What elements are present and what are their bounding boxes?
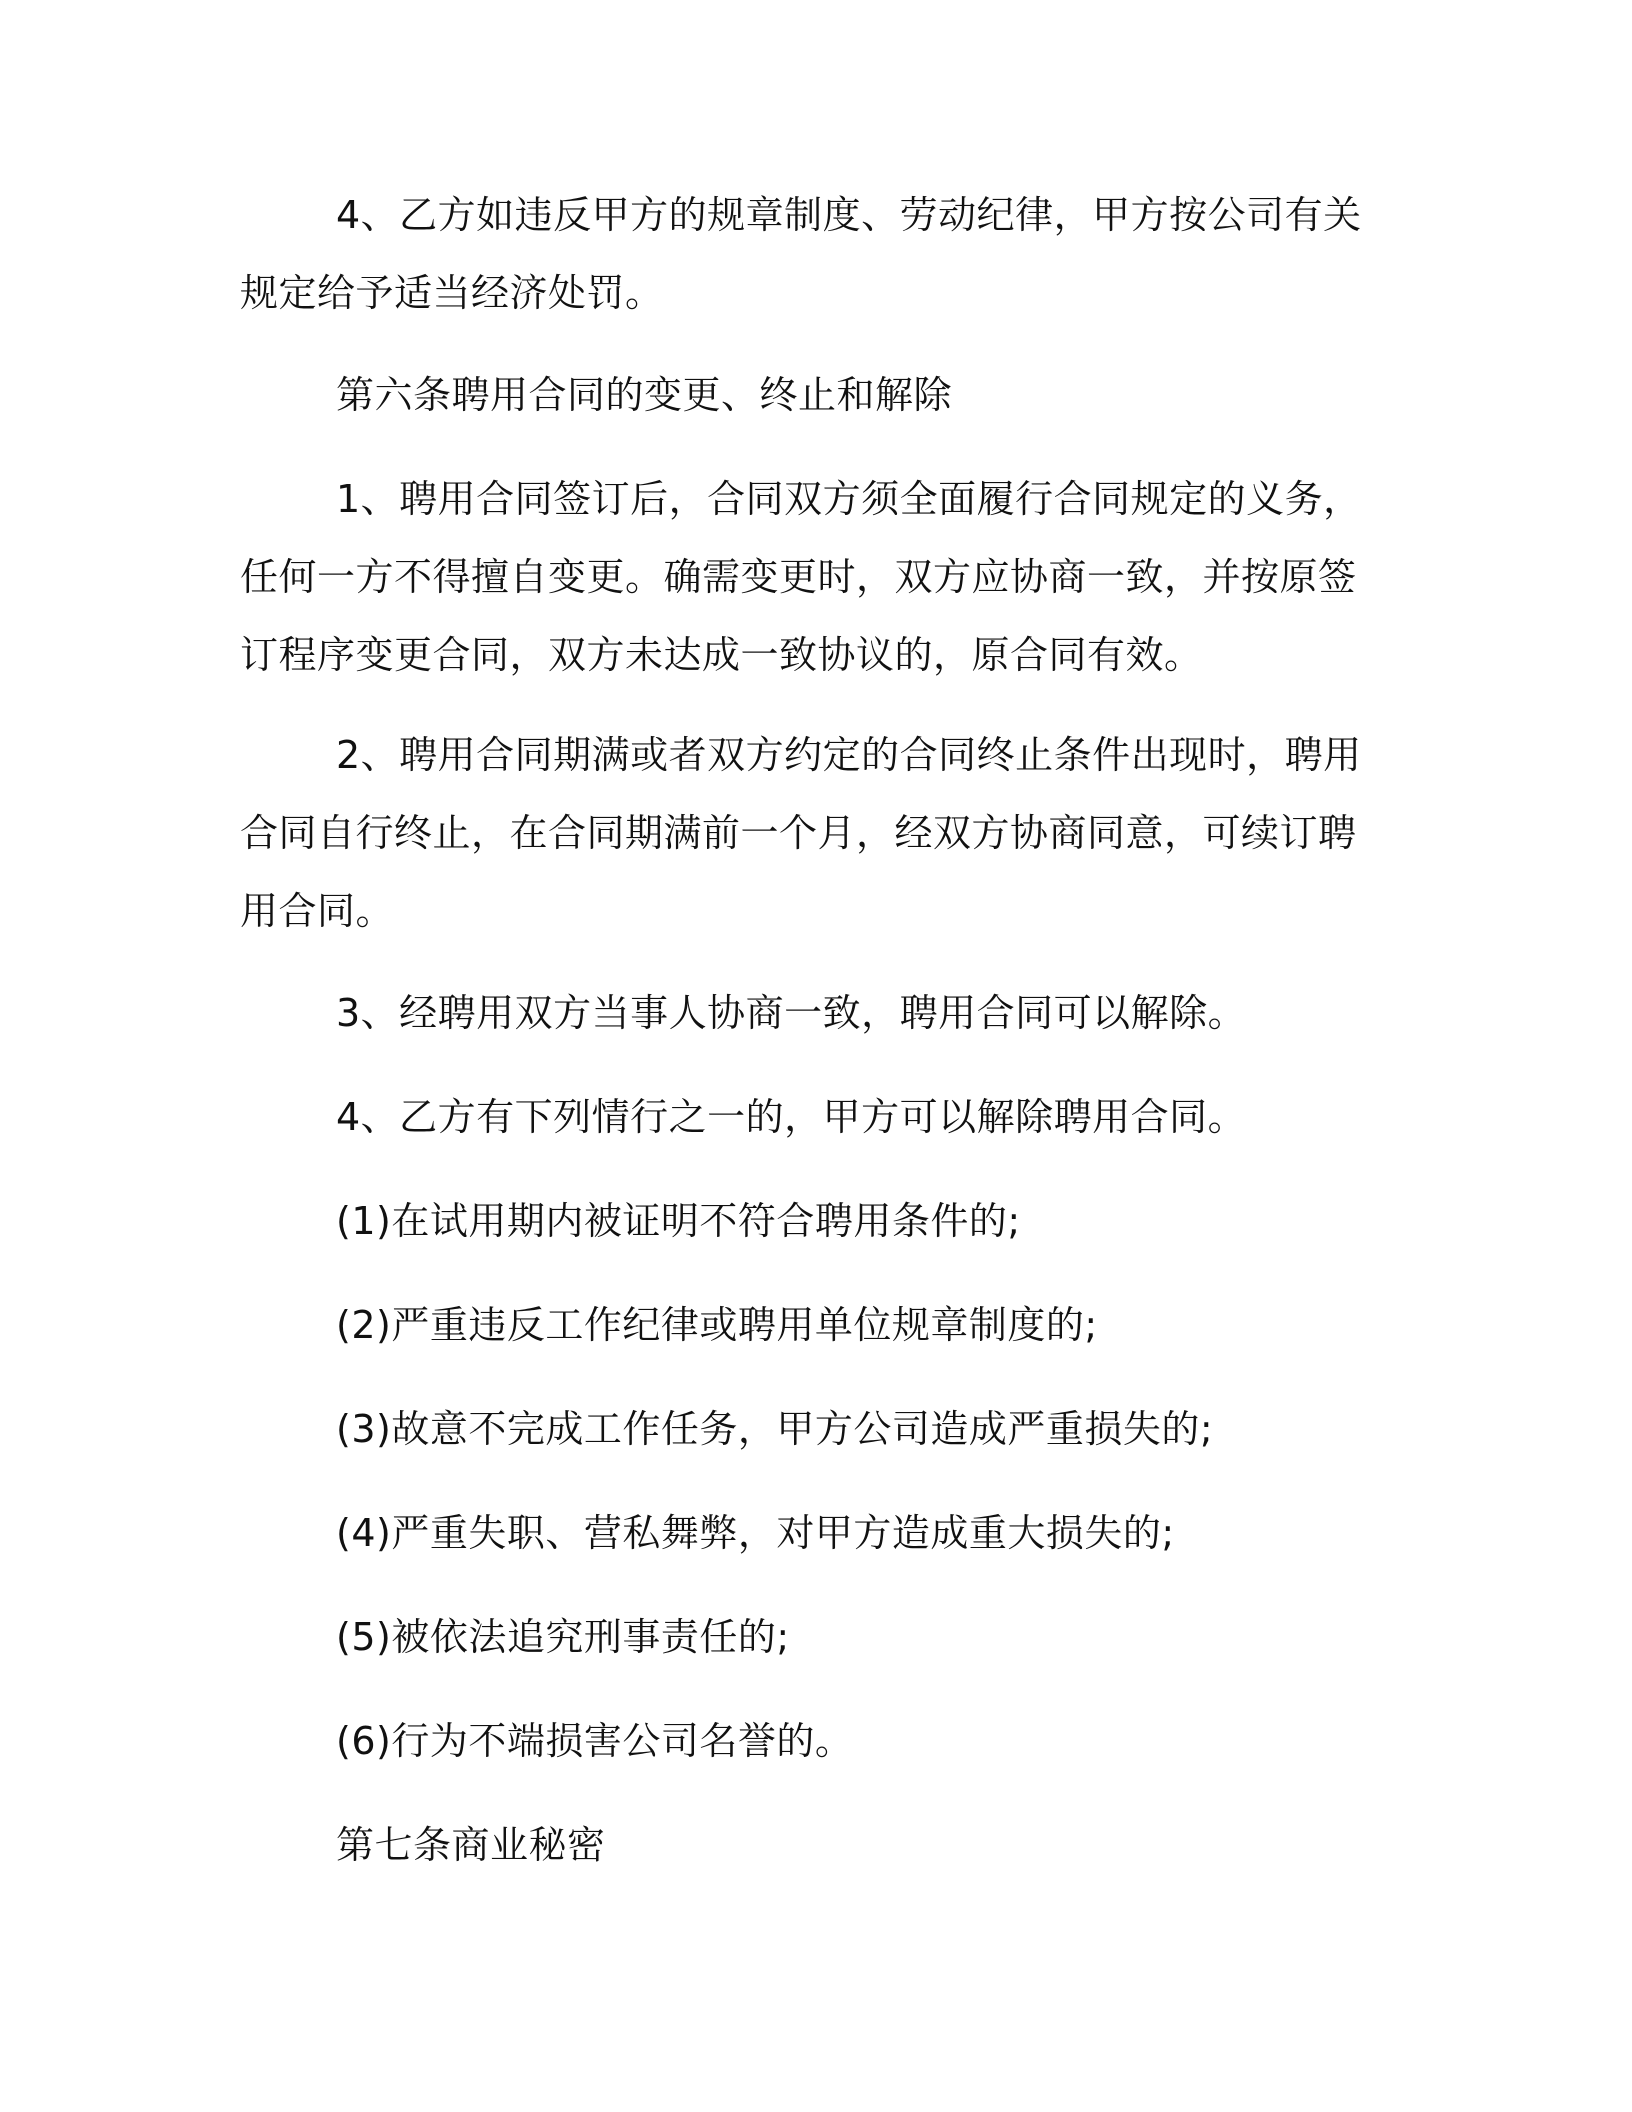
article-7-heading: 第七条商业秘密 [336, 1823, 606, 1867]
article-6-heading: 第六条聘用合同的变更、终止和解除 [336, 373, 953, 417]
condition-item-3: (3)故意不完成工作任务，甲方公司造成严重损失的; [336, 1407, 1214, 1451]
clause-2-contract-termination: 2、聘用合同期满或者双方约定的合同终止条件出现时，聘用合同自行终止，在合同期满前一个月，经双方协商同意，可续订聘用合同。 [240, 733, 1362, 933]
condition-item-5: (5)被依法追究刑事责任的; [336, 1615, 790, 1659]
clause-1-contract-change: 1、聘用合同签订后，合同双方须全面履行合同规定的义务，任何一方不得擅自变更。确需变更时，双方应协商一致，并按原签订程序变更合同，双方未达成一致协议的，原合同有效。 [240, 477, 1362, 677]
condition-item-4: (4)严重失职、营私舞弊，对甲方造成重大损失的; [336, 1511, 1175, 1555]
clause-3-contract-dissolution: 3、经聘用双方当事人协商一致，聘用合同可以解除。 [336, 991, 1247, 1035]
condition-item-2: (2)严重违反工作纪律或聘用单位规章制度的; [336, 1303, 1098, 1347]
clause-4-penalty: 4、乙方如违反甲方的规章制度、劳动纪律，甲方按公司有关规定给予适当经济处罚。 [240, 193, 1362, 315]
clause-4-dismissal-conditions: 4、乙方有下列情行之一的，甲方可以解除聘用合同。 [336, 1095, 1247, 1139]
condition-item-1: (1)在试用期内被证明不符合聘用条件的; [336, 1199, 1021, 1243]
condition-item-6: (6)行为不端损害公司名誉的。 [336, 1719, 854, 1763]
